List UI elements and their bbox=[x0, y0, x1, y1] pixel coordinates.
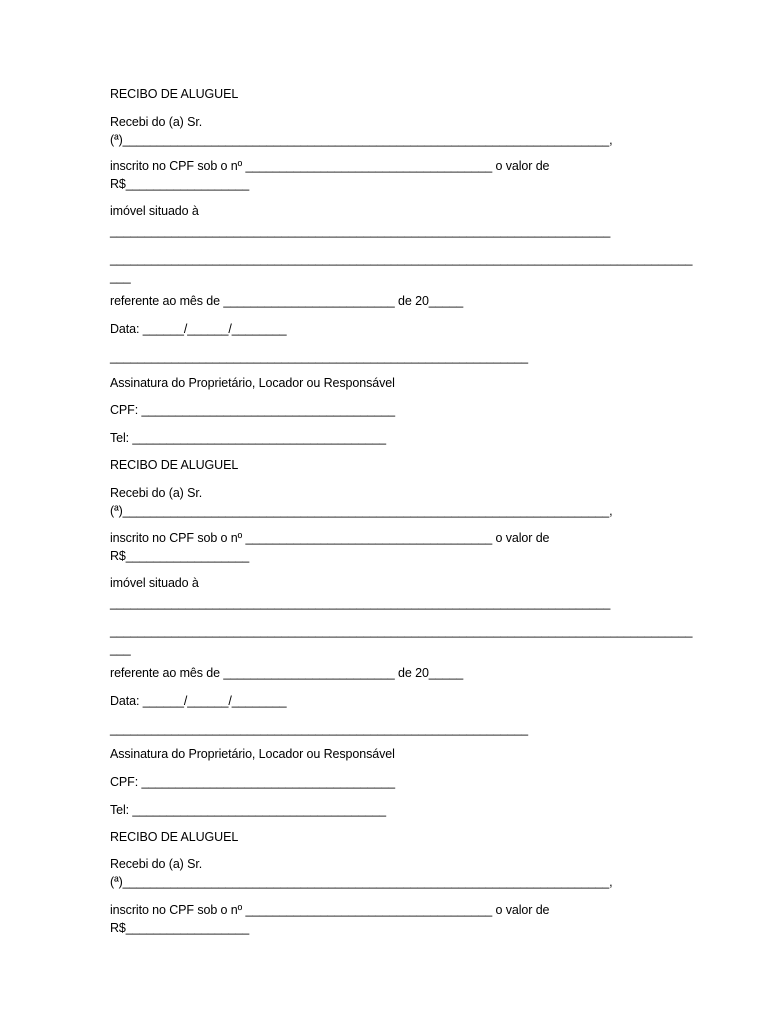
property-blank-2: _____________________________________________________________________________________ bbox=[110, 252, 693, 266]
owner-tel-line: Tel: _____________________________________ bbox=[110, 431, 386, 445]
property-label: imóvel situado à bbox=[110, 204, 199, 218]
cpf-value-line: inscrito no CPF sob o nº ____________________________________ o valor de bbox=[110, 159, 550, 173]
amount-line: R$__________________ bbox=[110, 549, 250, 563]
property-blank-1: _________________________________________________________________________ bbox=[110, 224, 611, 238]
payer-line: Recebi do (a) Sr. bbox=[110, 857, 203, 871]
cpf-value-line: inscrito no CPF sob o nº ____________________________________ o valor de bbox=[110, 531, 550, 545]
payer-line: Recebi do (a) Sr. bbox=[110, 115, 203, 129]
owner-cpf-line: CPF: _____________________________________ bbox=[110, 775, 395, 789]
owner-cpf-line: CPF: _____________________________________ bbox=[110, 403, 395, 417]
month-line: referente ao mês de _________________________ de 20_____ bbox=[110, 294, 464, 308]
property-blank-3: ___ bbox=[110, 270, 131, 284]
signature-label: Assinatura do Proprietário, Locador ou Responsável bbox=[110, 376, 395, 390]
cpf-value-line: inscrito no CPF sob o nº ____________________________________ o valor de bbox=[110, 903, 550, 917]
payer-blank: (ª)_______________________________________________________________________, bbox=[110, 133, 613, 147]
payer-blank: (ª)_______________________________________________________________________, bbox=[110, 504, 613, 518]
signature-blank: _____________________________________________________________ bbox=[110, 350, 528, 364]
property-blank-1: _________________________________________________________________________ bbox=[110, 596, 611, 610]
receipt-title: RECIBO DE ALUGUEL bbox=[110, 87, 239, 101]
owner-tel-line: Tel: _____________________________________ bbox=[110, 803, 386, 817]
receipt-title: RECIBO DE ALUGUEL bbox=[110, 830, 239, 844]
date-line: Data: ______/______/________ bbox=[110, 694, 287, 708]
signature-label: Assinatura do Proprietário, Locador ou Responsável bbox=[110, 747, 395, 761]
month-line: referente ao mês de _________________________ de 20_____ bbox=[110, 666, 464, 680]
signature-blank: _____________________________________________________________ bbox=[110, 722, 528, 736]
amount-line: R$__________________ bbox=[110, 921, 250, 935]
payer-line: Recebi do (a) Sr. bbox=[110, 486, 203, 500]
property-label: imóvel situado à bbox=[110, 576, 199, 590]
property-blank-3: ___ bbox=[110, 642, 131, 656]
payer-blank: (ª)_______________________________________________________________________, bbox=[110, 875, 613, 889]
property-blank-2: _____________________________________________________________________________________ bbox=[110, 624, 693, 638]
amount-line: R$__________________ bbox=[110, 177, 250, 191]
date-line: Data: ______/______/________ bbox=[110, 322, 287, 336]
receipt-title: RECIBO DE ALUGUEL bbox=[110, 458, 239, 472]
